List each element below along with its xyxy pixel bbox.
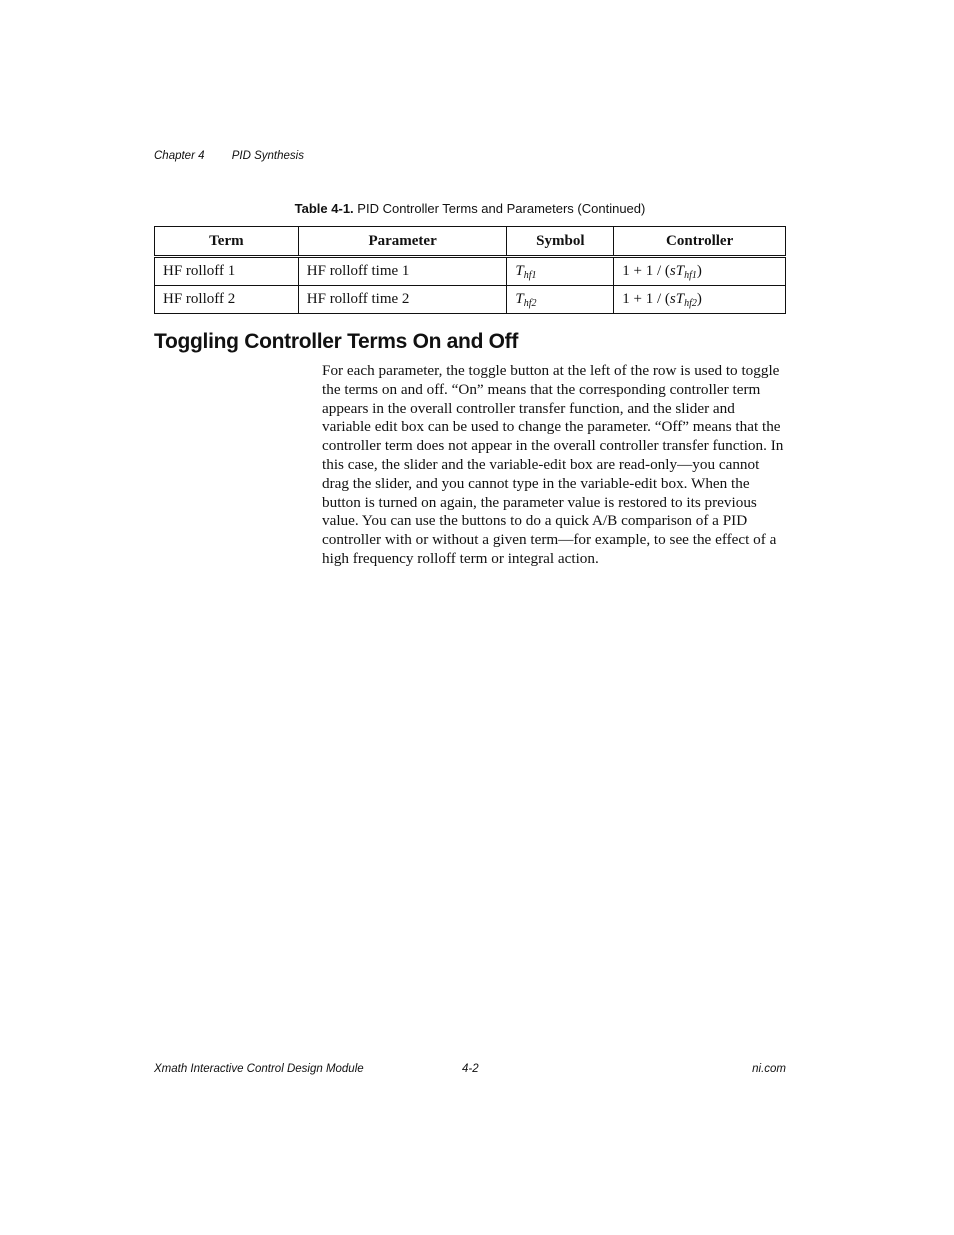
page-number: 4-2: [462, 1063, 479, 1075]
table-header-row: [155, 227, 786, 257]
column-header-term: Term: [155, 227, 299, 257]
section-heading: Toggling Controller Terms On and Off: [154, 330, 519, 353]
column-header-symbol: Symbol: [507, 227, 614, 257]
pid-terms-table: [154, 226, 786, 314]
chapter-label: Chapter 4: [154, 150, 205, 162]
body-paragraph: For each parameter, the toggle button at the left of the row is used to toggle the terms on and off. “On” means that the corresponding controller term appears in the overall controller transfer function, and the slider and variable edit box can be used to change the parameter. “Off” means that the controller term does not appear in the overall controller transfer function. In this case, the slider and the variable-edit box are read-only—you cannot drag the slider, and you cannot type in the variable-edit box. When the button is turned on again, the parameter value is restored to its previous value. You can use the buttons to do a quick A/B comparison of a PID controller with or without a given term—for example, to see the effect of a high frequency rolloff term or integral action.: [322, 362, 784, 567]
term-cell: HF rolloff 2: [155, 286, 299, 314]
footer-title: Xmath Interactive Control Design Module: [154, 1063, 364, 1075]
parameter-cell: HF rolloff time 2: [298, 286, 507, 314]
footer-website: ni.com: [752, 1063, 786, 1075]
table-caption-text: PID Controller Terms and Parameters (Continued): [357, 201, 646, 216]
table-caption-label: Table 4-1.: [294, 201, 354, 216]
symbol-cell: $T_{hf2}$: [507, 286, 614, 314]
table-row: [155, 257, 786, 286]
controller-cell: $1 + 1 / (sT_{hf2})$: [614, 286, 786, 314]
section-label: PID Synthesis: [231, 150, 304, 162]
table-caption: [154, 201, 786, 216]
controller-cell: $1 + 1 / (sT_{hf1})$: [614, 257, 786, 286]
term-cell: HF rolloff 1: [155, 257, 299, 286]
running-header: [154, 150, 304, 162]
symbol-cell: $T_{hf1}$: [507, 257, 614, 286]
parameter-cell: HF rolloff time 1: [298, 257, 507, 286]
column-header-parameter: Parameter: [298, 227, 507, 257]
column-header-controller: Controller: [614, 227, 786, 257]
table-row: [155, 286, 786, 314]
